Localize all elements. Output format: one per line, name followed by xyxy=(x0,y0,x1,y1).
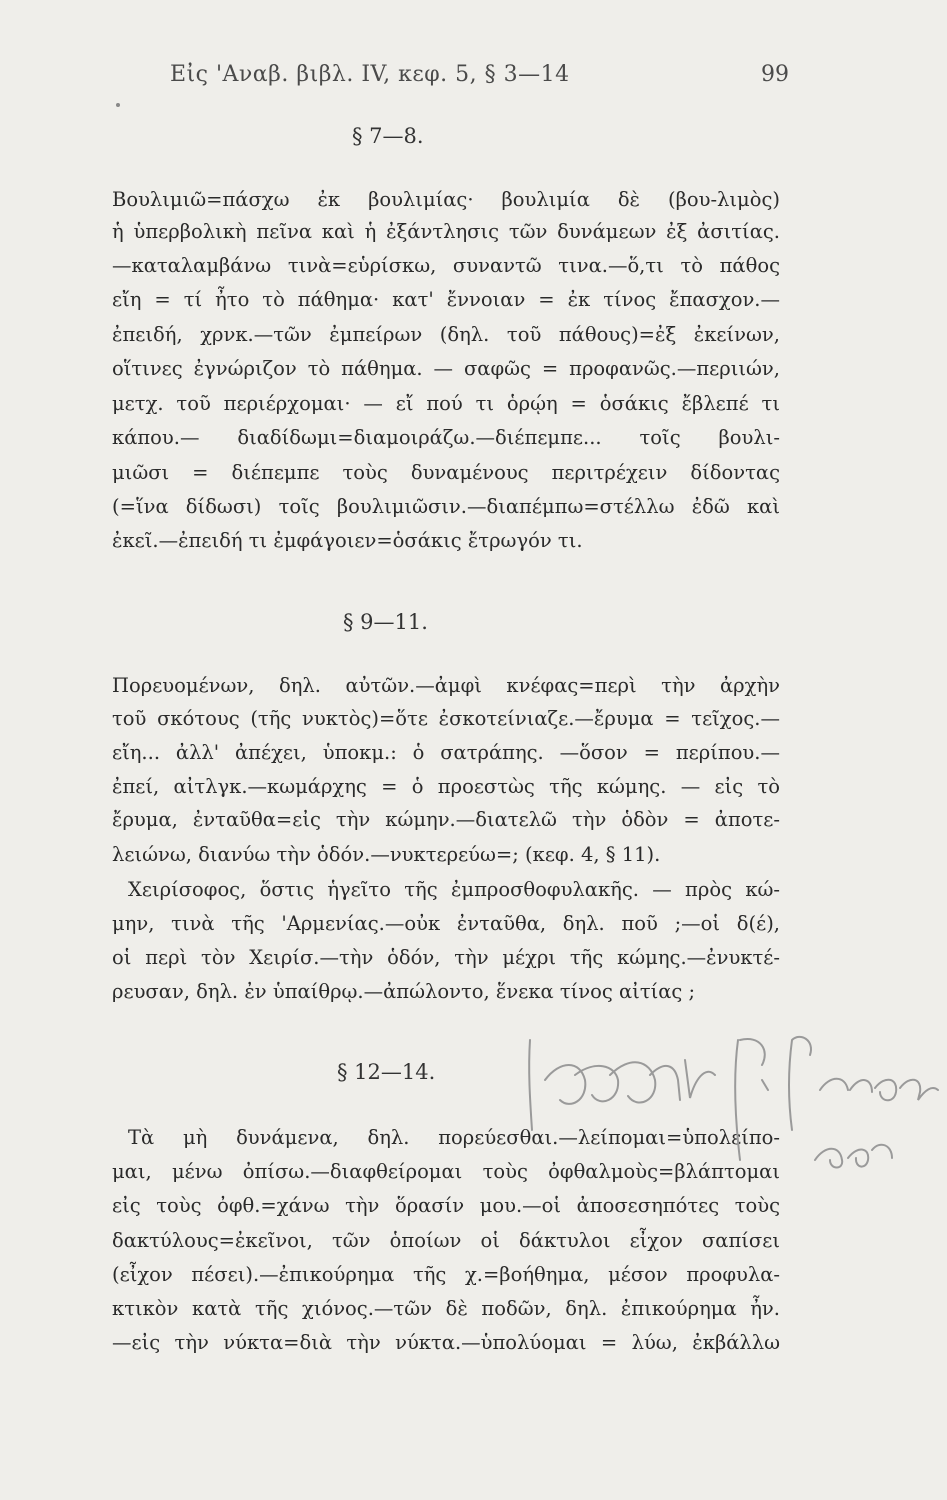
text-line: κάπου.— διαδίδωμι=διαμοιράζω.—διέπεμπε... τοῖς βουλι- xyxy=(112,426,780,449)
section-heading: § 12—14. xyxy=(337,1060,436,1084)
text-line: —καταλαμβάνω τινὰ=εὑρίσκω, συναντῶ τινα.—ὅ,τι τὸ πάθος xyxy=(112,254,780,277)
text-line: μην, τινὰ τῆς 'Αρμενίας.—οὐκ ἐνταῦθα, δηλ. ποῦ ;—οἱ δ(έ), xyxy=(112,912,780,935)
text-line: ρευσαν, δηλ. ἐν ὑπαίθρῳ.—ἀπώλοντο, ἕνεκα τίνος αἰτίας ; xyxy=(112,980,696,1003)
pencil-scribble xyxy=(500,1020,940,1170)
text-line: ἐκεῖ.—ἐπειδή τι ἐμφάγοιεν=ὁσάκις ἔτρωγόν τι. xyxy=(112,529,583,552)
running-header: Εἰς 'Αναβ. βιβλ. IV, κεφ. 5, § 3—14 xyxy=(170,62,570,87)
text-line: εἰς τοὺς ὀφθ.=χάνω τὴν ὅρασίν μου.—οἱ ἀποσεσηπότες τοὺς xyxy=(112,1194,780,1217)
text-line: μαι, μένω ὀπίσω.—διαφθείρομαι τοὺς ὀφθαλμοὺς=βλάπτομαι xyxy=(112,1160,780,1183)
text-line: εἴη = τί ἦτο τὸ πάθημα· κατ' ἔννοιαν = ἐκ τίνος ἔπασχον.— xyxy=(112,288,780,311)
text-line: Βουλιμιῶ=πάσχω ἐκ βουλιμίας· βουλιμία δὲ (βου-λιμὸς) xyxy=(112,188,780,211)
text-line: Πορευομένων, δηλ. αὐτῶν.—ἀμφὶ κνέφας=περὶ τὴν ἀρχὴν xyxy=(112,674,780,697)
text-line: λειώνω, διανύω τὴν ὁδόν.—νυκτερεύω=; (κεφ. 4, § 11). xyxy=(112,843,661,866)
text-line: ἡ ὑπερβολικὴ πεῖνα καὶ ἡ ἐξάντλησις τῶν δυνάμεων ἐξ ἀσιτίας. xyxy=(112,220,780,243)
text-line: οἵτινες ἐγνώριζον τὸ πάθημα. — σαφῶς = προφανῶς.—περιιών, xyxy=(112,357,780,380)
section-heading: § 9—11. xyxy=(343,610,428,634)
text-line: εἴη... ἀλλ' ἀπέχει, ὑποκμ.: ὁ σατράπης. —ὅσον = περίπου.— xyxy=(112,741,780,764)
text-line: δακτύλους=ἐκεῖνοι, τῶν ὁποίων οἱ δάκτυλοι εἶχον σαπίσει xyxy=(112,1229,780,1252)
page-number: 99 xyxy=(761,62,789,87)
text-line: Χειρίσοφος, ὅστις ἡγεῖτο τῆς ἐμπροσθοφυλακῆς. — πρὸς κώ- xyxy=(128,878,780,901)
text-line: ἔρυμα, ἐνταῦθα=εἰς τὴν κώμην.—διατελῶ τὴν ὁδὸν = ἀποτε- xyxy=(112,808,780,831)
ink-speck xyxy=(116,103,120,107)
text-line: μιῶσι = διέπεμπε τοὺς δυναμένους περιτρέχειν δίδοντας xyxy=(112,461,780,484)
text-line: τοῦ σκότους (τῆς νυκτὸς)=ὅτε ἐσκοτείνιαζε.—ἔρυμα = τεῖχος.— xyxy=(112,707,780,730)
text-line: Τὰ μὴ δυνάμενα, δηλ. πορεύεσθαι.—λείπομαι=ὑπολείπο- xyxy=(128,1126,780,1149)
text-line: —εἰς τὴν νύκτα=διὰ τὴν νύκτα.—ὑπολύομαι = λύω, ἐκβάλλω xyxy=(112,1331,780,1354)
text-line: κτικὸν κατὰ τῆς χιόνος.—τῶν δὲ ποδῶν, δηλ. ἐπικούρημα ἦν. xyxy=(112,1297,780,1320)
text-line: (εἶχον πέσει).—ἐπικούρημα τῆς χ.=βοήθημα, μέσον προφυλα- xyxy=(112,1263,780,1286)
text-line: ἐπεί, αἰτλγκ.—κωμάρχης = ὁ προεστὼς τῆς κώμης. — εἰς τὸ xyxy=(112,775,780,798)
section-heading: § 7—8. xyxy=(352,124,424,148)
text-line: οἱ περὶ τὸν Χειρίσ.—τὴν ὁδόν, τὴν μέχρι τῆς κώμης.—ἐνυκτέ- xyxy=(112,946,780,969)
text-line: (=ἵνα δίδωσι) τοῖς βουλιμιῶσιν.—διαπέμπω=στέλλω ἐδῶ καὶ xyxy=(112,495,780,518)
text-line: μετχ. τοῦ περιέρχομαι· — εἴ πού τι ὁρῴη = ὁσάκις ἔβλεπέ τι xyxy=(112,392,780,415)
text-line: ἐπειδή, χρνκ.—τῶν ἐμπείρων (δηλ. τοῦ πάθους)=ἐξ ἐκείνων, xyxy=(112,323,780,346)
